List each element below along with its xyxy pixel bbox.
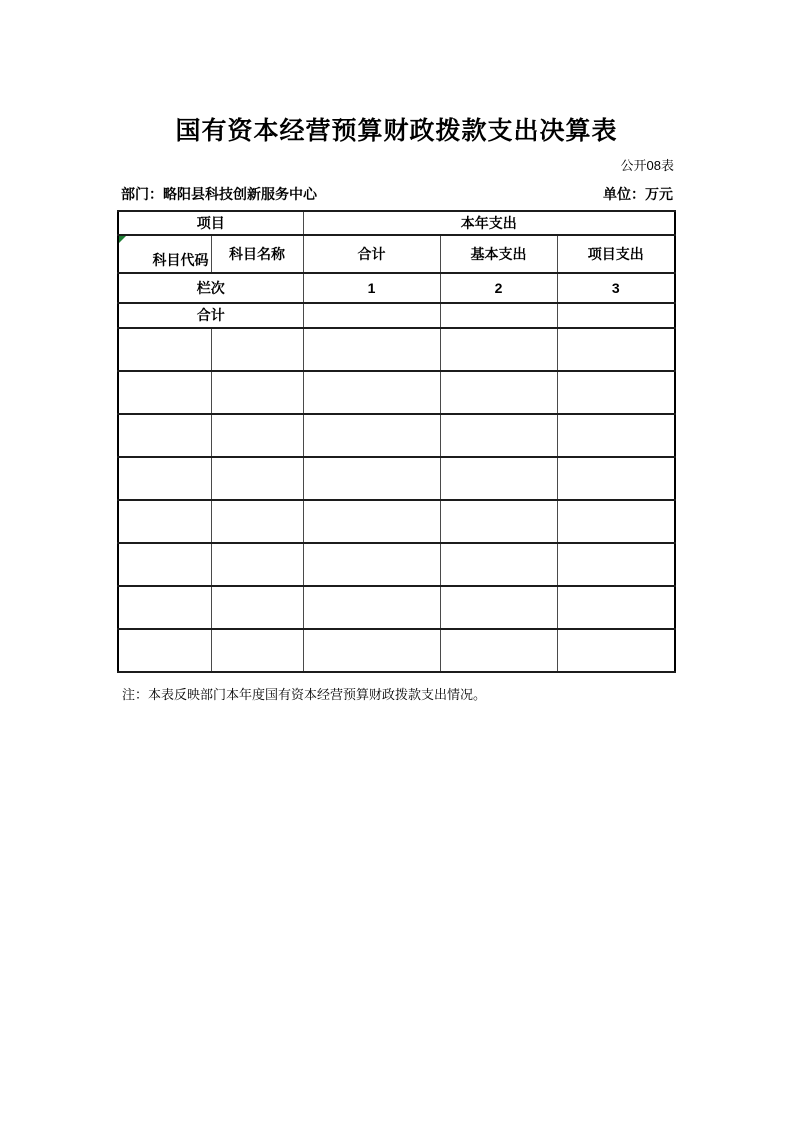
empty-cell xyxy=(440,500,557,543)
empty-cell xyxy=(440,328,557,371)
empty-cell xyxy=(303,586,440,629)
empty-cell xyxy=(303,629,440,672)
unit-label: 单位：万元 xyxy=(603,185,673,202)
empty-cell xyxy=(557,457,675,500)
total-row-value-project xyxy=(557,303,675,328)
column-header-subject-code-label: 科目代码 xyxy=(152,251,209,268)
empty-cell xyxy=(118,586,211,629)
group-header-current-year-expense: 本年支出 xyxy=(303,211,675,235)
empty-cell xyxy=(557,500,675,543)
department-label: 部门：略阳县科技创新服务中心 xyxy=(121,185,317,202)
empty-cell xyxy=(303,328,440,371)
empty-cell xyxy=(118,500,211,543)
empty-cell xyxy=(440,543,557,586)
empty-rows-body xyxy=(118,328,675,672)
empty-cell xyxy=(557,586,675,629)
footnote: 注：本表反映部门本年度国有资本经营预算财政拨款支出情况。 xyxy=(122,686,487,702)
content-area xyxy=(117,158,674,673)
empty-cell xyxy=(303,371,440,414)
table-row xyxy=(118,586,675,629)
empty-cell xyxy=(118,543,211,586)
empty-cell xyxy=(440,457,557,500)
empty-cell xyxy=(211,500,303,543)
index-row xyxy=(118,273,675,303)
empty-cell xyxy=(211,414,303,457)
table-row xyxy=(118,500,675,543)
empty-cell xyxy=(211,371,303,414)
budget-table xyxy=(117,210,676,673)
group-header-row xyxy=(118,211,675,235)
table-row xyxy=(118,629,675,672)
empty-cell xyxy=(118,629,211,672)
column-header-project-expense: 项目支出 xyxy=(557,235,675,273)
table-row xyxy=(118,457,675,500)
empty-cell xyxy=(440,629,557,672)
excel-error-corner-icon xyxy=(119,236,126,243)
empty-cell xyxy=(303,457,440,500)
column-header-row xyxy=(118,235,675,273)
total-row-value-total xyxy=(303,303,440,328)
index-col-3: 3 xyxy=(557,273,675,303)
empty-cell xyxy=(557,543,675,586)
empty-cell xyxy=(303,500,440,543)
empty-cell xyxy=(557,629,675,672)
empty-cell xyxy=(557,328,675,371)
total-row-label: 合计 xyxy=(118,303,303,328)
empty-cell xyxy=(440,414,557,457)
table-row xyxy=(118,543,675,586)
empty-cell xyxy=(440,371,557,414)
empty-cell xyxy=(118,414,211,457)
empty-cell xyxy=(211,629,303,672)
index-row-label: 栏次 xyxy=(118,273,303,303)
table-header xyxy=(118,211,675,303)
column-header-subject-name: 科目名称 xyxy=(211,235,303,273)
total-row xyxy=(118,303,675,328)
empty-cell xyxy=(211,586,303,629)
meta-row xyxy=(117,184,674,204)
page-title: 国有资本经营预算财政拨款支出决算表 xyxy=(175,117,618,145)
table-row xyxy=(118,328,675,371)
empty-cell xyxy=(118,371,211,414)
empty-cell xyxy=(211,328,303,371)
index-col-1: 1 xyxy=(303,273,440,303)
empty-cell xyxy=(557,414,675,457)
empty-cell xyxy=(211,543,303,586)
empty-cell xyxy=(557,371,675,414)
empty-cell xyxy=(211,457,303,500)
empty-cell xyxy=(303,414,440,457)
empty-cell xyxy=(303,543,440,586)
form-code-label: 公开08表 xyxy=(620,158,674,174)
column-header-subject-code xyxy=(118,235,211,273)
table-row xyxy=(118,371,675,414)
column-header-total: 合计 xyxy=(303,235,440,273)
empty-cell xyxy=(118,328,211,371)
group-header-project: 项目 xyxy=(118,211,303,235)
empty-cell xyxy=(440,586,557,629)
table-row xyxy=(118,414,675,457)
empty-cell xyxy=(118,457,211,500)
table-body xyxy=(118,303,675,328)
total-row-value-basic xyxy=(440,303,557,328)
column-header-basic-expense: 基本支出 xyxy=(440,235,557,273)
index-col-2: 2 xyxy=(440,273,557,303)
